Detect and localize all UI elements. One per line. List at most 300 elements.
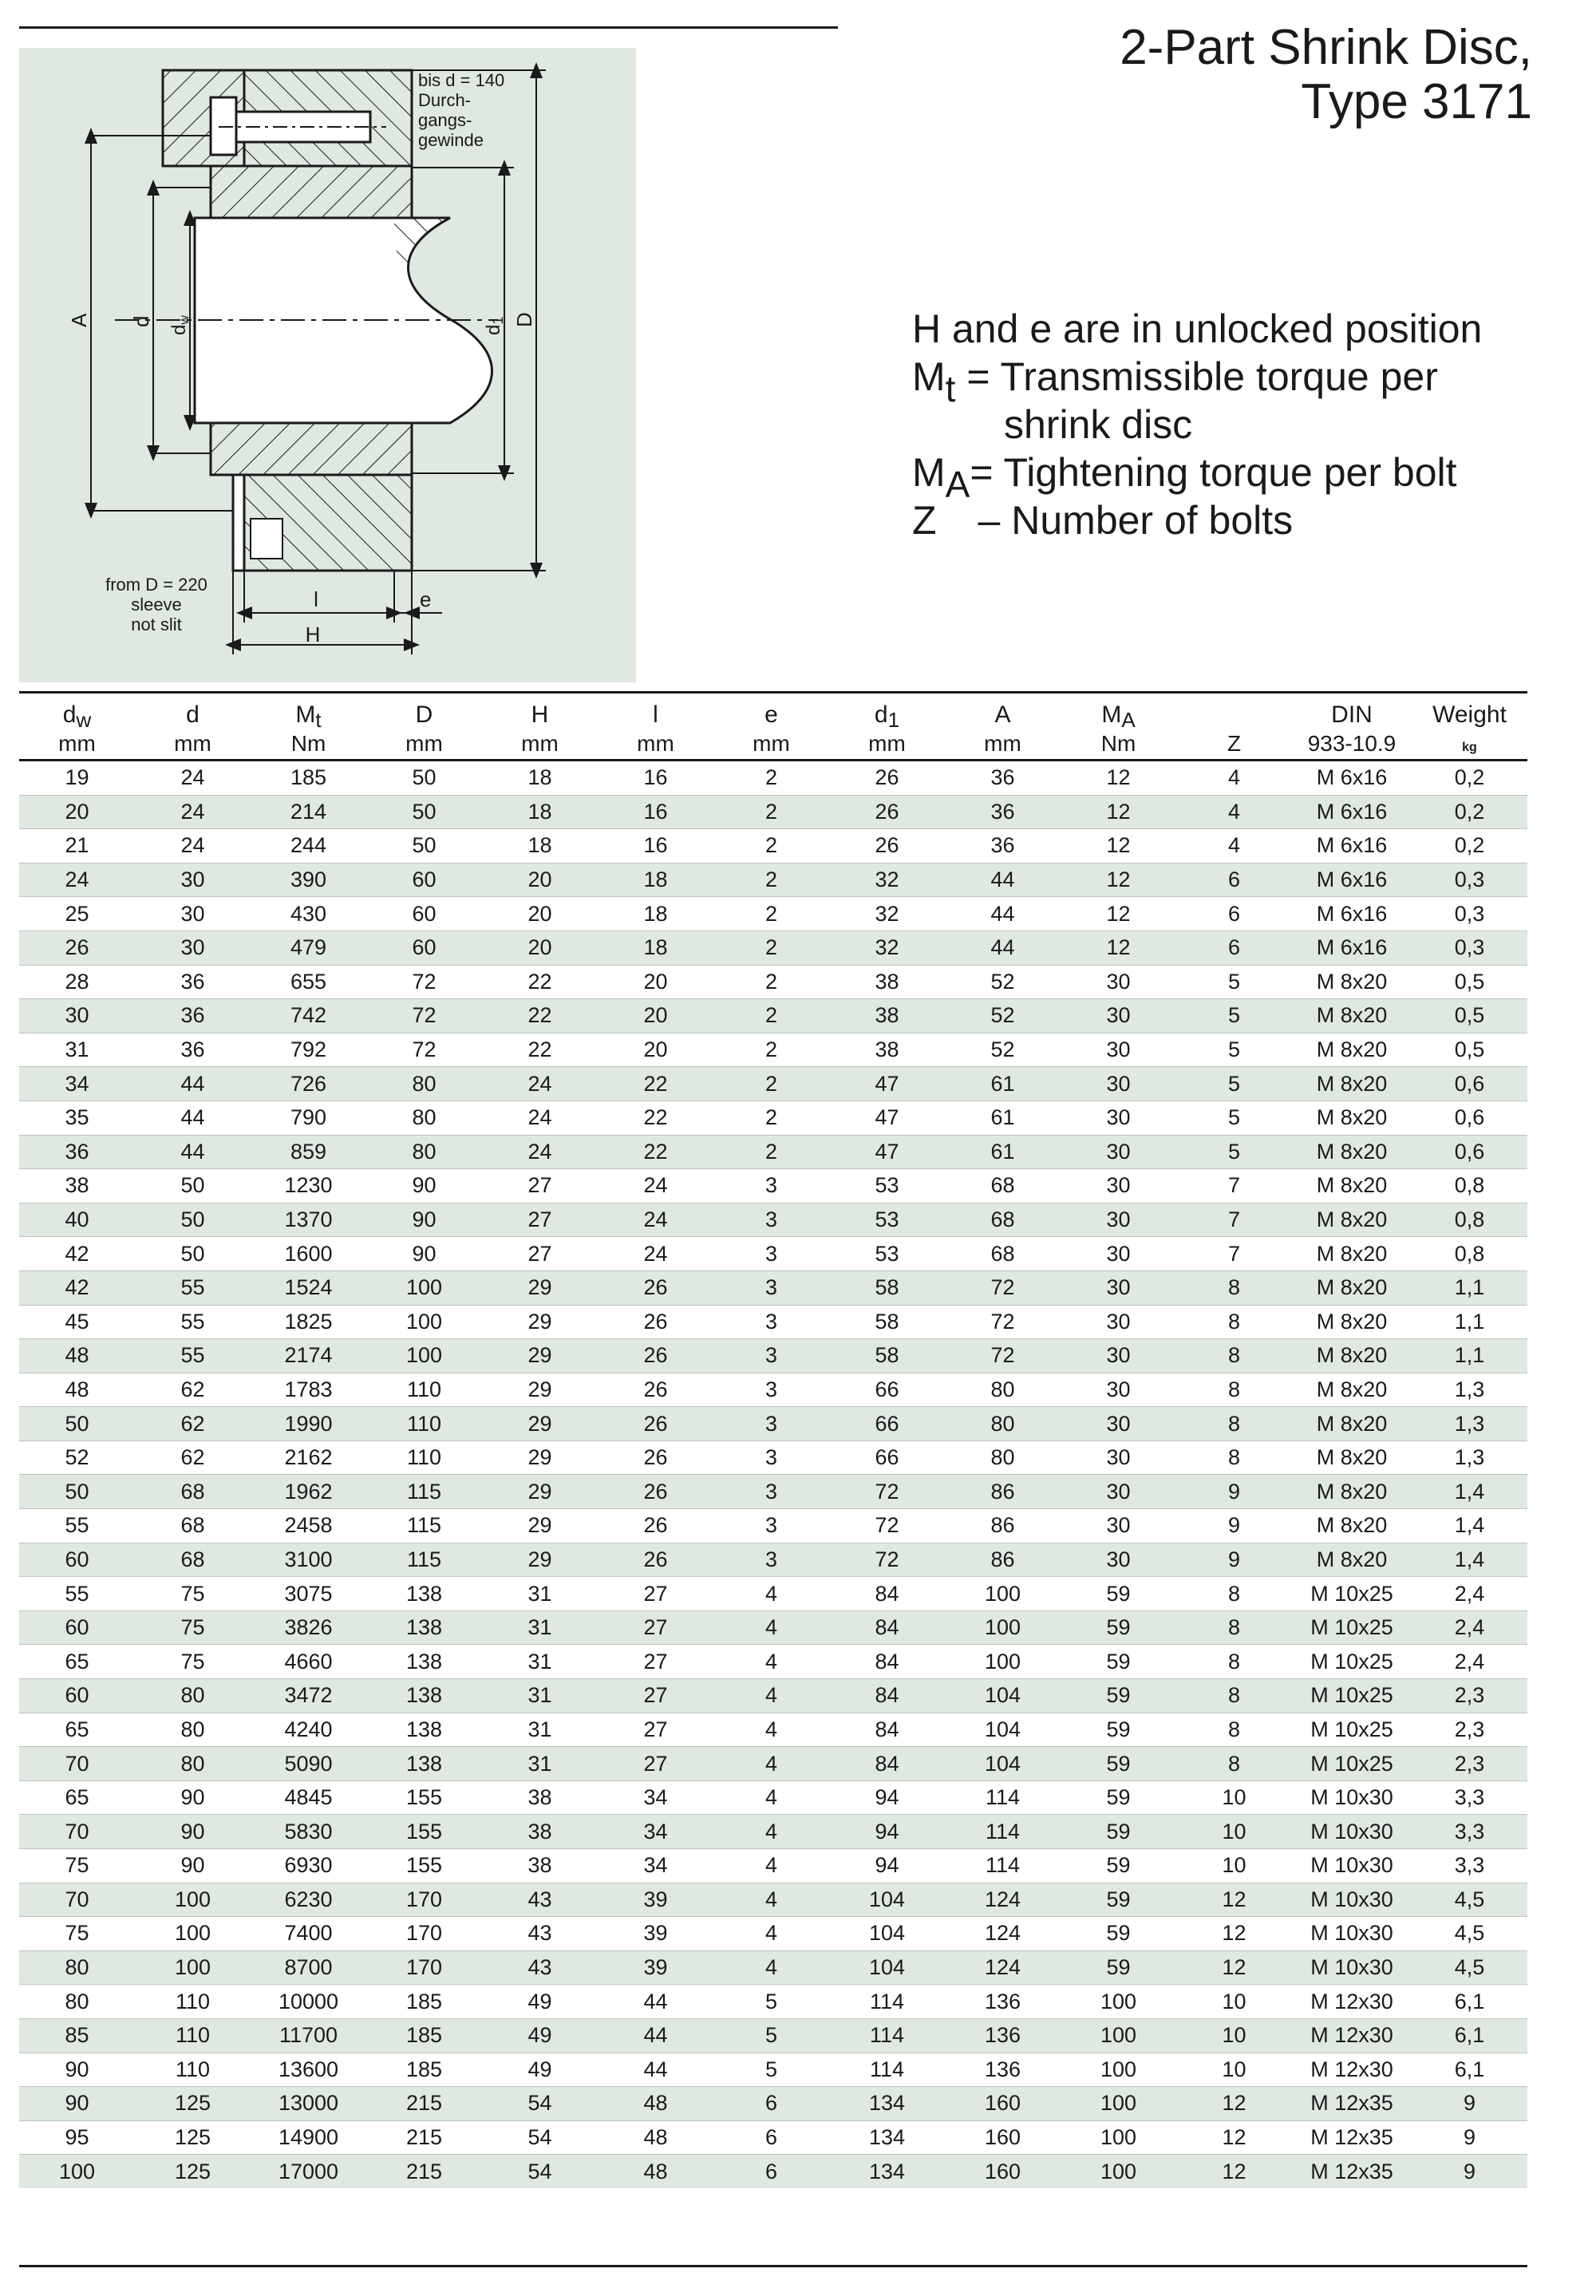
cell-D: 138 xyxy=(366,1747,482,1781)
cell-dw: 70 xyxy=(19,1747,135,1781)
cell-weight: 0,8 xyxy=(1412,1237,1527,1271)
cell-weight: 1,3 xyxy=(1412,1407,1527,1441)
unit-l: mm xyxy=(598,729,713,761)
cell-mt: 1783 xyxy=(251,1373,366,1407)
cell-d: 125 xyxy=(135,2120,251,2155)
cell-mt: 2162 xyxy=(251,1440,366,1475)
cell-l: 18 xyxy=(598,931,713,965)
cell-dw: 75 xyxy=(19,1917,135,1951)
cell-dw: 65 xyxy=(19,1780,135,1815)
cell-dw: 48 xyxy=(19,1339,135,1373)
cell-D: 100 xyxy=(366,1271,482,1305)
cell-din: M 12x30 xyxy=(1292,1985,1412,2019)
cell-e: 4 xyxy=(713,1713,829,1747)
col-header-d: d xyxy=(135,693,251,729)
cell-d1: 134 xyxy=(829,2120,945,2155)
cell-l: 24 xyxy=(598,1203,713,1237)
cell-d1: 134 xyxy=(829,2087,945,2121)
cell-e: 4 xyxy=(713,1610,829,1645)
cell-mt: 792 xyxy=(251,1033,366,1067)
cell-A: 114 xyxy=(945,1780,1061,1815)
cell-mt: 430 xyxy=(251,897,366,931)
cell-l: 16 xyxy=(598,795,713,829)
cell-A: 100 xyxy=(945,1645,1061,1679)
cell-A: 86 xyxy=(945,1509,1061,1543)
cell-e: 3 xyxy=(713,1509,829,1543)
cell-ma: 12 xyxy=(1061,795,1176,829)
label-A: A xyxy=(67,313,91,327)
cell-d1: 104 xyxy=(829,1917,945,1951)
cell-din: M 12x30 xyxy=(1292,2053,1412,2087)
cell-d1: 72 xyxy=(829,1475,945,1509)
cell-d: 125 xyxy=(135,2155,251,2188)
cell-weight: 0,2 xyxy=(1412,829,1527,863)
table-row xyxy=(19,1815,1527,1849)
cell-ma: 30 xyxy=(1061,1067,1176,1101)
cell-weight: 3,3 xyxy=(1412,1815,1527,1849)
cell-d: 50 xyxy=(135,1237,251,1271)
shaft xyxy=(115,218,498,423)
cell-d: 90 xyxy=(135,1815,251,1849)
cell-l: 16 xyxy=(598,761,713,796)
cell-weight: 9 xyxy=(1412,2087,1527,2121)
cell-l: 26 xyxy=(598,1339,713,1373)
cell-d1: 84 xyxy=(829,1645,945,1679)
cell-din: M 12x35 xyxy=(1292,2155,1412,2188)
cell-H: 29 xyxy=(482,1543,598,1577)
cell-ma: 59 xyxy=(1061,1883,1176,1917)
cell-d1: 53 xyxy=(829,1169,945,1203)
label-d1: d1 xyxy=(483,316,506,335)
table-unit-row xyxy=(19,729,1527,761)
cell-z: 7 xyxy=(1176,1169,1292,1203)
cell-din: M 8x20 xyxy=(1292,1271,1412,1305)
cell-e: 4 xyxy=(713,1815,829,1849)
cell-din: M 12x35 xyxy=(1292,2120,1412,2155)
cell-D: 170 xyxy=(366,1950,482,1985)
symbol-legend xyxy=(912,305,1482,544)
cell-d1: 84 xyxy=(829,1610,945,1645)
cell-A: 61 xyxy=(945,1135,1061,1169)
table-row xyxy=(19,1713,1527,1747)
cell-d1: 53 xyxy=(829,1203,945,1237)
cell-A: 72 xyxy=(945,1271,1061,1305)
cell-weight: 2,3 xyxy=(1412,1679,1527,1713)
cell-H: 31 xyxy=(482,1679,598,1713)
cell-D: 170 xyxy=(366,1917,482,1951)
cell-dw: 42 xyxy=(19,1271,135,1305)
cell-dw: 45 xyxy=(19,1305,135,1339)
cell-l: 27 xyxy=(598,1747,713,1781)
cell-z: 7 xyxy=(1176,1237,1292,1271)
cell-l: 27 xyxy=(598,1577,713,1611)
cell-D: 72 xyxy=(366,965,482,999)
cell-weight: 1,1 xyxy=(1412,1339,1527,1373)
cell-l: 26 xyxy=(598,1440,713,1475)
unit-H: mm xyxy=(482,729,598,761)
cell-D: 50 xyxy=(366,761,482,796)
cell-mt: 3075 xyxy=(251,1577,366,1611)
cell-z: 8 xyxy=(1176,1373,1292,1407)
cell-H: 29 xyxy=(482,1339,598,1373)
cell-l: 44 xyxy=(598,1985,713,2019)
cell-weight: 0,5 xyxy=(1412,1033,1527,1067)
legend-mt xyxy=(912,353,1482,409)
cell-z: 8 xyxy=(1176,1577,1292,1611)
cell-d: 100 xyxy=(135,1950,251,1985)
cell-A: 44 xyxy=(945,897,1061,931)
table-row xyxy=(19,965,1527,999)
label-D: D xyxy=(512,312,536,327)
cell-H: 27 xyxy=(482,1237,598,1271)
cell-din: M 6x16 xyxy=(1292,897,1412,931)
cell-d1: 47 xyxy=(829,1135,945,1169)
cell-weight: 4,5 xyxy=(1412,1950,1527,1985)
cell-dw: 21 xyxy=(19,829,135,863)
cell-e: 2 xyxy=(713,965,829,999)
cell-weight: 1,4 xyxy=(1412,1543,1527,1577)
table-row xyxy=(19,1203,1527,1237)
cell-weight: 6,1 xyxy=(1412,1985,1527,2019)
cell-H: 43 xyxy=(482,1917,598,1951)
cell-din: M 12x35 xyxy=(1292,2087,1412,2121)
cell-din: M 8x20 xyxy=(1292,1067,1412,1101)
cell-H: 27 xyxy=(482,1169,598,1203)
cell-mt: 790 xyxy=(251,1101,366,1135)
cell-ma: 59 xyxy=(1061,1610,1176,1645)
cell-l: 26 xyxy=(598,1407,713,1441)
cell-mt: 1600 xyxy=(251,1237,366,1271)
cell-ma: 59 xyxy=(1061,1849,1176,1883)
cell-A: 68 xyxy=(945,1203,1061,1237)
cell-mt: 17000 xyxy=(251,2155,366,2188)
cell-l: 26 xyxy=(598,1373,713,1407)
cell-e: 4 xyxy=(713,1747,829,1781)
cell-H: 22 xyxy=(482,1033,598,1067)
cell-mt: 1230 xyxy=(251,1169,366,1203)
cell-l: 24 xyxy=(598,1169,713,1203)
cell-d: 75 xyxy=(135,1577,251,1611)
cell-weight: 6,1 xyxy=(1412,2053,1527,2087)
cell-z: 10 xyxy=(1176,1985,1292,2019)
cell-dw: 28 xyxy=(19,965,135,999)
cell-d1: 58 xyxy=(829,1271,945,1305)
cell-D: 115 xyxy=(366,1475,482,1509)
legend-z-symbol: Z xyxy=(912,498,937,543)
cell-mt: 6230 xyxy=(251,1883,366,1917)
cell-A: 36 xyxy=(945,761,1061,796)
cell-mt: 6930 xyxy=(251,1849,366,1883)
cell-e: 3 xyxy=(713,1339,829,1373)
cell-weight: 1,1 xyxy=(1412,1305,1527,1339)
cell-d: 110 xyxy=(135,2018,251,2053)
cell-ma: 100 xyxy=(1061,2018,1176,2053)
col-header-ma: $M_A$ xyxy=(1061,693,1176,729)
cell-e: 3 xyxy=(713,1169,829,1203)
top-rule xyxy=(19,26,838,29)
cell-e: 3 xyxy=(713,1237,829,1271)
cell-weight: 0,6 xyxy=(1412,1067,1527,1101)
cell-dw: 24 xyxy=(19,863,135,897)
cell-l: 26 xyxy=(598,1475,713,1509)
cell-D: 138 xyxy=(366,1577,482,1611)
unit-d1: mm xyxy=(829,729,945,761)
col-header-H: H xyxy=(482,693,598,729)
cell-H: 20 xyxy=(482,863,598,897)
cell-z: 7 xyxy=(1176,1203,1292,1237)
cell-A: 100 xyxy=(945,1577,1061,1611)
cell-mt: 13000 xyxy=(251,2087,366,2121)
cell-e: 4 xyxy=(713,1950,829,1985)
cell-din: M 10x25 xyxy=(1292,1713,1412,1747)
cell-e: 3 xyxy=(713,1543,829,1577)
cell-z: 8 xyxy=(1176,1305,1292,1339)
cell-H: 24 xyxy=(482,1135,598,1169)
cell-mt: 5830 xyxy=(251,1815,366,1849)
cell-mt: 185 xyxy=(251,761,366,796)
cell-d1: 104 xyxy=(829,1883,945,1917)
table-row xyxy=(19,1883,1527,1917)
cell-d1: 26 xyxy=(829,761,945,796)
cell-l: 48 xyxy=(598,2087,713,2121)
cell-A: 136 xyxy=(945,2018,1061,2053)
cell-z: 8 xyxy=(1176,1713,1292,1747)
cell-e: 2 xyxy=(713,1033,829,1067)
cell-d1: 134 xyxy=(829,2155,945,2188)
cell-d1: 26 xyxy=(829,829,945,863)
cell-din: M 6x16 xyxy=(1292,795,1412,829)
cell-d1: 47 xyxy=(829,1067,945,1101)
cell-din: M 10x30 xyxy=(1292,1815,1412,1849)
cell-ma: 30 xyxy=(1061,1237,1176,1271)
note-bottom-1: from D = 220 xyxy=(105,575,207,595)
table-row xyxy=(19,1849,1527,1883)
legend-z xyxy=(912,496,1482,544)
cell-ma: 30 xyxy=(1061,1135,1176,1169)
col-header-d1: $d_1$ xyxy=(829,693,945,729)
cell-mt: 14900 xyxy=(251,2120,366,2155)
cell-ma: 100 xyxy=(1061,2120,1176,2155)
cell-d: 24 xyxy=(135,761,251,796)
cell-ma: 59 xyxy=(1061,1645,1176,1679)
legend-mt-text: = Transmissible torque per xyxy=(955,354,1438,399)
table-row xyxy=(19,1475,1527,1509)
cell-e: 5 xyxy=(713,1985,829,2019)
table-row xyxy=(19,1950,1527,1985)
cell-H: 24 xyxy=(482,1067,598,1101)
cell-H: 29 xyxy=(482,1373,598,1407)
cell-z: 5 xyxy=(1176,965,1292,999)
cell-mt: 1962 xyxy=(251,1475,366,1509)
cell-e: 6 xyxy=(713,2087,829,2121)
cell-ma: 30 xyxy=(1061,1440,1176,1475)
cell-ma: 30 xyxy=(1061,1033,1176,1067)
cell-e: 3 xyxy=(713,1440,829,1475)
section-view-svg xyxy=(19,48,636,682)
cell-d: 62 xyxy=(135,1373,251,1407)
cell-mt: 655 xyxy=(251,965,366,999)
cell-mt: 742 xyxy=(251,999,366,1033)
table-row xyxy=(19,1543,1527,1577)
label-dw: dw xyxy=(168,315,192,335)
cell-din: M 8x20 xyxy=(1292,1339,1412,1373)
cell-dw: 42 xyxy=(19,1237,135,1271)
cell-l: 20 xyxy=(598,999,713,1033)
unit-d: mm xyxy=(135,729,251,761)
cell-mt: 2174 xyxy=(251,1339,366,1373)
cell-ma: 30 xyxy=(1061,1271,1176,1305)
cell-l: 48 xyxy=(598,2155,713,2188)
cell-d1: 72 xyxy=(829,1509,945,1543)
unit-A: mm xyxy=(945,729,1061,761)
cell-d: 80 xyxy=(135,1679,251,1713)
cell-weight: 0,2 xyxy=(1412,761,1527,796)
cell-d: 75 xyxy=(135,1645,251,1679)
cell-ma: 30 xyxy=(1061,1305,1176,1339)
cell-D: 185 xyxy=(366,1985,482,2019)
cell-din: M 8x20 xyxy=(1292,1033,1412,1067)
cell-d: 68 xyxy=(135,1475,251,1509)
cell-e: 4 xyxy=(713,1645,829,1679)
cell-l: 20 xyxy=(598,965,713,999)
cell-l: 26 xyxy=(598,1305,713,1339)
label-e: e xyxy=(420,587,432,611)
cell-e: 3 xyxy=(713,1373,829,1407)
title-line-1: 2-Part Shrink Disc, xyxy=(1120,20,1532,75)
cell-din: M 8x20 xyxy=(1292,1509,1412,1543)
cell-dw: 95 xyxy=(19,2120,135,2155)
cell-ma: 100 xyxy=(1061,2155,1176,2188)
cell-A: 114 xyxy=(945,1849,1061,1883)
cell-H: 29 xyxy=(482,1509,598,1543)
table-row xyxy=(19,1985,1527,2019)
cell-A: 68 xyxy=(945,1237,1061,1271)
cell-A: 104 xyxy=(945,1747,1061,1781)
cell-d1: 114 xyxy=(829,2018,945,2053)
cell-e: 4 xyxy=(713,1577,829,1611)
cell-H: 38 xyxy=(482,1815,598,1849)
cell-H: 31 xyxy=(482,1645,598,1679)
cell-mt: 1370 xyxy=(251,1203,366,1237)
cell-H: 43 xyxy=(482,1883,598,1917)
cell-mt: 3472 xyxy=(251,1679,366,1713)
cell-e: 4 xyxy=(713,1679,829,1713)
cell-ma: 59 xyxy=(1061,1713,1176,1747)
cell-din: M 6x16 xyxy=(1292,931,1412,965)
unit-mt: Nm xyxy=(251,729,366,761)
table-body xyxy=(19,761,1527,2188)
cell-din: M 10x30 xyxy=(1292,1883,1412,1917)
cell-dw: 48 xyxy=(19,1373,135,1407)
cell-d1: 84 xyxy=(829,1679,945,1713)
cell-z: 12 xyxy=(1176,2087,1292,2121)
cell-d: 100 xyxy=(135,1917,251,1951)
table-header-row xyxy=(19,693,1527,729)
table-row xyxy=(19,1373,1527,1407)
cell-dw: 30 xyxy=(19,999,135,1033)
cell-e: 2 xyxy=(713,1135,829,1169)
cell-ma: 100 xyxy=(1061,1985,1176,2019)
cell-d1: 72 xyxy=(829,1543,945,1577)
cell-ma: 30 xyxy=(1061,965,1176,999)
cell-ma: 30 xyxy=(1061,1407,1176,1441)
table-row xyxy=(19,931,1527,965)
cell-H: 29 xyxy=(482,1475,598,1509)
table-row xyxy=(19,829,1527,863)
cell-H: 49 xyxy=(482,1985,598,2019)
cell-d1: 66 xyxy=(829,1373,945,1407)
cell-H: 20 xyxy=(482,897,598,931)
cell-z: 12 xyxy=(1176,1883,1292,1917)
cell-dw: 25 xyxy=(19,897,135,931)
cell-z: 10 xyxy=(1176,1849,1292,1883)
table-row xyxy=(19,1679,1527,1713)
cell-d: 50 xyxy=(135,1169,251,1203)
cell-D: 215 xyxy=(366,2155,482,2188)
cell-dw: 85 xyxy=(19,2018,135,2053)
cell-e: 5 xyxy=(713,2053,829,2087)
cell-D: 185 xyxy=(366,2053,482,2087)
cell-mt: 13600 xyxy=(251,2053,366,2087)
cell-din: M 6x16 xyxy=(1292,761,1412,796)
cell-weight: 0,8 xyxy=(1412,1203,1527,1237)
cell-l: 34 xyxy=(598,1815,713,1849)
cell-D: 155 xyxy=(366,1849,482,1883)
cell-dw: 20 xyxy=(19,795,135,829)
cell-D: 80 xyxy=(366,1067,482,1101)
table-row xyxy=(19,1067,1527,1101)
cell-A: 52 xyxy=(945,999,1061,1033)
cell-D: 170 xyxy=(366,1883,482,1917)
cell-din: M 6x16 xyxy=(1292,863,1412,897)
cell-z: 8 xyxy=(1176,1679,1292,1713)
cell-d: 36 xyxy=(135,1033,251,1067)
cell-z: 5 xyxy=(1176,1033,1292,1067)
cell-A: 100 xyxy=(945,1610,1061,1645)
cell-H: 29 xyxy=(482,1305,598,1339)
cell-A: 160 xyxy=(945,2087,1061,2121)
cell-mt: 4660 xyxy=(251,1645,366,1679)
cell-e: 6 xyxy=(713,2120,829,2155)
cell-ma: 30 xyxy=(1061,1373,1176,1407)
cell-d: 36 xyxy=(135,965,251,999)
cell-ma: 12 xyxy=(1061,863,1176,897)
table-row xyxy=(19,1440,1527,1475)
cell-H: 31 xyxy=(482,1610,598,1645)
cell-d1: 94 xyxy=(829,1849,945,1883)
col-header-D: D xyxy=(366,693,482,729)
cell-mt: 859 xyxy=(251,1135,366,1169)
col-header-mt: $M_t$ xyxy=(251,693,366,729)
cell-A: 61 xyxy=(945,1067,1061,1101)
cell-din: M 8x20 xyxy=(1292,1440,1412,1475)
cell-l: 48 xyxy=(598,2120,713,2155)
table-row xyxy=(19,1305,1527,1339)
cell-mt: 1990 xyxy=(251,1407,366,1441)
cell-dw: 38 xyxy=(19,1169,135,1203)
cell-weight: 9 xyxy=(1412,2155,1527,2188)
cell-d1: 53 xyxy=(829,1237,945,1271)
cell-dw: 52 xyxy=(19,1440,135,1475)
cell-d: 50 xyxy=(135,1203,251,1237)
cell-D: 138 xyxy=(366,1610,482,1645)
cell-dw: 75 xyxy=(19,1849,135,1883)
cell-din: M 8x20 xyxy=(1292,1373,1412,1407)
cell-ma: 59 xyxy=(1061,1679,1176,1713)
table-row xyxy=(19,1033,1527,1067)
cell-ma: 100 xyxy=(1061,2053,1176,2087)
cell-H: 31 xyxy=(482,1713,598,1747)
